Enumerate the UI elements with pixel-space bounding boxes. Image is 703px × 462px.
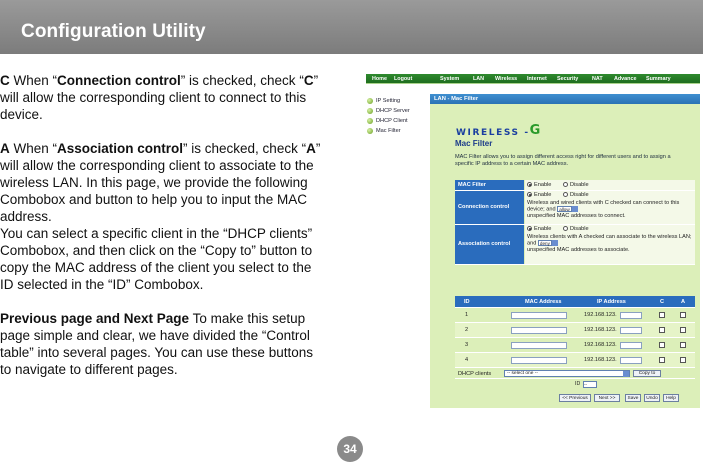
ip-input[interactable] [620,342,642,349]
row-connection-control [455,191,695,225]
col-c: C [660,299,665,305]
row-description: unspecified MAC addresses to associate. [527,247,630,254]
a-checkbox[interactable] [680,342,686,348]
term-c: C [0,73,10,88]
connection-policy-select[interactable]: allow [559,207,570,213]
row-association-control [455,225,695,265]
nav-summary[interactable]: Summary [646,76,671,82]
save-button[interactable]: Save [625,394,641,402]
table-row [455,307,695,322]
copy-to-button[interactable]: Copy to [633,370,661,377]
page-number: 34 [337,436,363,462]
nav-system[interactable]: System [440,76,460,82]
text: To make this setup page simple and clear, we have divided the “Control table” into several pages. You can use these buttons to navigate to different pages. [0,311,313,377]
mac-filter-panel [430,94,700,408]
option-label: Enable [534,182,552,188]
brand-logo [456,124,540,140]
row-mac-filter [455,180,695,191]
association-policy-select[interactable]: deny [539,241,550,247]
nav-lan[interactable]: LAN [473,76,485,82]
ip-prefix: 192.168.123. [584,327,617,333]
bullet-icon [367,128,373,134]
row-id: 2 [465,327,469,333]
row-id: 4 [465,357,469,363]
nav-logout[interactable]: Logout [394,76,413,82]
page-title: Configuration Utility [21,21,206,42]
c-checkbox[interactable] [659,342,665,348]
next-button[interactable]: Next >> [594,394,620,402]
row-label: Association control [455,225,524,264]
radio-icon [563,182,568,187]
panel-title: LAN - Mac Filter [430,94,700,104]
option-label: Enable [534,192,552,198]
col-a: A [681,299,686,305]
text: When “ [9,73,58,88]
left-nav-ip-setting[interactable] [366,96,426,106]
term-connection-control: Connection control [57,73,181,88]
nav-security[interactable]: Security [557,76,579,82]
option-label: Disable [569,226,589,232]
text: ” will allow the corresponding client to connect to this device. [0,73,319,122]
nav-internet[interactable]: Internet [527,76,547,82]
c-checkbox[interactable] [659,327,665,333]
section-description: MAC Filter allows you to assign different access right for different users and to assign a specific IP address to a certain MAC address. [455,154,671,167]
nav-nat[interactable]: NAT [592,76,603,82]
left-nav-label: DHCP Server [376,108,410,114]
connection-enable[interactable] [527,192,551,199]
id-select[interactable]: -- [583,381,597,388]
left-nav [366,96,426,136]
radio-icon [563,226,568,231]
association-disable[interactable] [563,226,589,233]
a-checkbox[interactable] [680,312,686,318]
term-c: C [303,73,314,88]
radio-icon [527,226,532,231]
text: ” is checked, check “ [183,141,307,156]
nav-advance[interactable]: Advance [614,76,637,82]
brand-accent: G [529,123,541,138]
text: ” is checked, check “ [180,73,304,88]
col-ip: IP Address [597,299,626,305]
router-ui-screenshot [366,74,700,408]
control-table [455,296,695,389]
chevron-down-icon [552,240,558,246]
col-mac: MAC Address [525,299,562,305]
radio-icon [563,192,568,197]
connection-disable[interactable] [563,192,589,199]
row-id: 1 [465,312,469,318]
row-body [525,191,695,224]
mac-filter-enable[interactable] [527,182,551,189]
undo-button[interactable]: Undo [644,394,660,402]
previous-button[interactable]: << Previous [559,394,591,402]
row-description: unspecified MAC addresses to connect. [527,213,626,220]
table-row [455,337,695,352]
nav-home[interactable]: Home [372,76,387,82]
table-row [455,352,695,367]
row-id: 3 [465,342,469,348]
brand-text: WIRELESS - [456,128,530,138]
dhcp-clients-select[interactable] [504,370,630,377]
table-header [455,296,695,307]
left-nav-label: IP Setting [376,98,401,104]
ip-input[interactable] [620,357,642,364]
help-button[interactable]: Help [663,394,679,402]
mac-input[interactable] [511,342,567,349]
section-heading: Mac Filter [455,139,493,148]
left-nav-label: Mac Filter [376,128,401,134]
chevron-down-icon [572,206,578,212]
ip-prefix: 192.168.123. [584,342,617,348]
row-description: Wireless clients with A checked can associate to the wireless LAN; and [527,233,692,247]
row-body [525,225,695,264]
left-nav-mac-filter[interactable] [366,126,426,136]
a-checkbox[interactable] [680,327,686,333]
mac-input[interactable] [511,357,567,364]
term-previous-next: Previous page and Next Page [0,311,190,326]
a-checkbox[interactable] [680,357,686,363]
radio-icon [527,192,532,197]
select-value: -- select one -- [507,371,538,376]
radio-icon [527,182,532,187]
option-label: Disable [569,192,589,198]
text: ” will allow the corresponding client to associate to the wireless LAN. In this page, we provide the following Combobox and button to help you to input the MAC address. [0,141,321,224]
dhcp-clients-row [455,367,695,378]
row-label: MAC Filter [455,180,524,190]
body-text [0,72,322,395]
ip-prefix: 192.168.123. [584,312,617,318]
ip-input[interactable] [620,312,642,319]
top-nav [366,74,700,84]
mac-input[interactable] [511,312,567,319]
paragraph-association-control [0,140,322,293]
c-checkbox[interactable] [659,357,665,363]
settings-rows [455,180,695,265]
text: You can select a specific client in the “DHCP clients” Combobox, and then click on the “Copy to” button to copy the MAC address of the client you select to the ID selected in the “ID” Combobox. [0,226,313,292]
button-row [455,394,695,403]
association-enable[interactable] [527,226,551,233]
mac-input[interactable] [511,327,567,334]
row-description: Wireless and wired clients with C checked can connect to this device; and [527,199,680,213]
option-label: Disable [569,182,589,188]
left-nav-dhcp-client[interactable] [366,116,426,126]
table-row [455,322,695,337]
col-id: ID [464,299,470,305]
bullet-icon [367,118,373,124]
bullet-icon [367,108,373,114]
bullet-icon [367,98,373,104]
text: When “ [9,141,58,156]
row-label: Connection control [455,191,524,224]
paragraph-previous-next [0,310,322,378]
term-a: A [0,141,10,156]
left-nav-dhcp-server[interactable] [366,106,426,116]
page-header [0,0,703,54]
term-association-control: Association control [57,141,184,156]
dhcp-clients-label: DHCP clients [458,371,492,377]
left-nav-label: DHCP Client [376,118,408,124]
nav-wireless[interactable]: Wireless [495,76,518,82]
c-checkbox[interactable] [659,312,665,318]
mac-filter-disable[interactable] [563,182,589,189]
id-select-row [455,378,695,389]
paragraph-connection-control [0,72,322,123]
term-a: A [306,141,316,156]
id-label: ID [575,381,581,387]
chevron-down-icon [623,371,629,377]
ip-input[interactable] [620,327,642,334]
option-label: Enable [534,226,552,232]
row-body [525,180,695,190]
ip-prefix: 192.168.123. [584,357,617,363]
